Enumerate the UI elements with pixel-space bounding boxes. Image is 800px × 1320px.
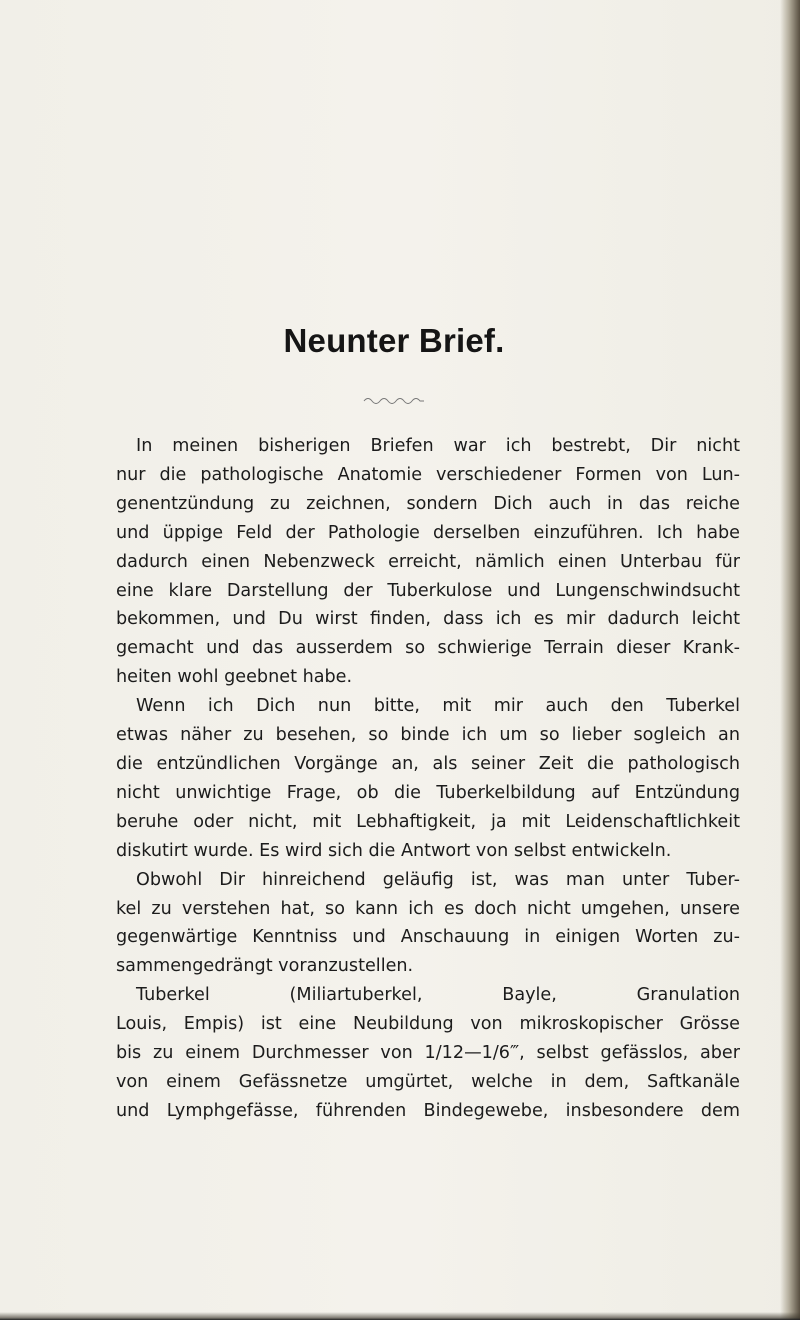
text-line: sammengedrängt voranzustellen. (116, 956, 414, 977)
text-line: nur die pathologische Anatomie verschiedener Formen von Lun- (116, 464, 740, 485)
text-line: bekommen, und Du wirst finden, dass ich es mir dadurch leicht (116, 609, 740, 630)
text-line: und Lymphgefässe, führenden Bindegewebe, insbesondere dem (116, 1100, 740, 1121)
page-edge-bottom (0, 1312, 800, 1320)
text-line: dadurch einen Nebenzweck erreicht, nämlich einen Unterbau für (116, 551, 740, 572)
chapter-title: Neunter Brief. (283, 322, 505, 359)
text-line: beruhe oder nicht, mit Lebhaftigkeit, ja mit Leidenschaftlichkeit (116, 811, 740, 832)
text-line: nicht unwichtige Frage, ob die Tuberkelbildung auf Entzündung (116, 782, 740, 803)
text-line: bis zu einem Durchmesser von 1/12—1/6‴, selbst gefässlos, aber (116, 1043, 740, 1064)
text-line: eine klare Darstellung der Tuberkulose und Lungenschwindsucht (116, 580, 740, 601)
text-line: die entzündlichen Vorgänge an, als seiner Zeit die pathologisch (116, 753, 740, 774)
ornament-divider (0, 395, 788, 405)
text-line: kel zu verstehen hat, so kann ich es doch nicht umgehen, unsere (116, 898, 740, 919)
text-line: genentzündung zu zeichnen, sondern Dich auch in das reiche (116, 493, 740, 514)
text-line: Louis, Empis) ist eine Neubildung von mikroskopischer Grösse (116, 1014, 740, 1035)
text-line: und üppige Feld der Pathologie derselben einzuführen. Ich habe (116, 522, 740, 543)
text-line: Wenn ich Dich nun bitte, mit mir auch den Tuberkel (136, 696, 740, 717)
text-line: gemacht und das ausserdem so schwierige Terrain dieser Krank- (116, 638, 740, 659)
text-line: heiten wohl geebnet habe. (116, 667, 353, 688)
body-text (116, 432, 740, 1126)
page-edge-right (780, 0, 800, 1320)
text-line: etwas näher zu besehen, so binde ich um so lieber sogleich an (116, 725, 740, 746)
text-line: diskutirt wurde. Es wird sich die Antwort von selbst entwickeln. (116, 840, 672, 861)
text-line: gegenwärtige Kenntniss und Anschauung in einigen Worten zu- (116, 927, 740, 948)
wavy-line-icon (362, 395, 426, 405)
text-line: Obwohl Dir hinreichend geläufig ist, was man unter Tuber- (136, 869, 740, 890)
text-line: In meinen bisherigen Briefen war ich bestrebt, Dir nicht (136, 436, 740, 456)
text-line: von einem Gefässnetze umgürtet, welche in dem, Saftkanäle (116, 1071, 740, 1092)
text-line: Tuberkel (Miliartuberkel, Bayle, Granulation (136, 985, 740, 1006)
